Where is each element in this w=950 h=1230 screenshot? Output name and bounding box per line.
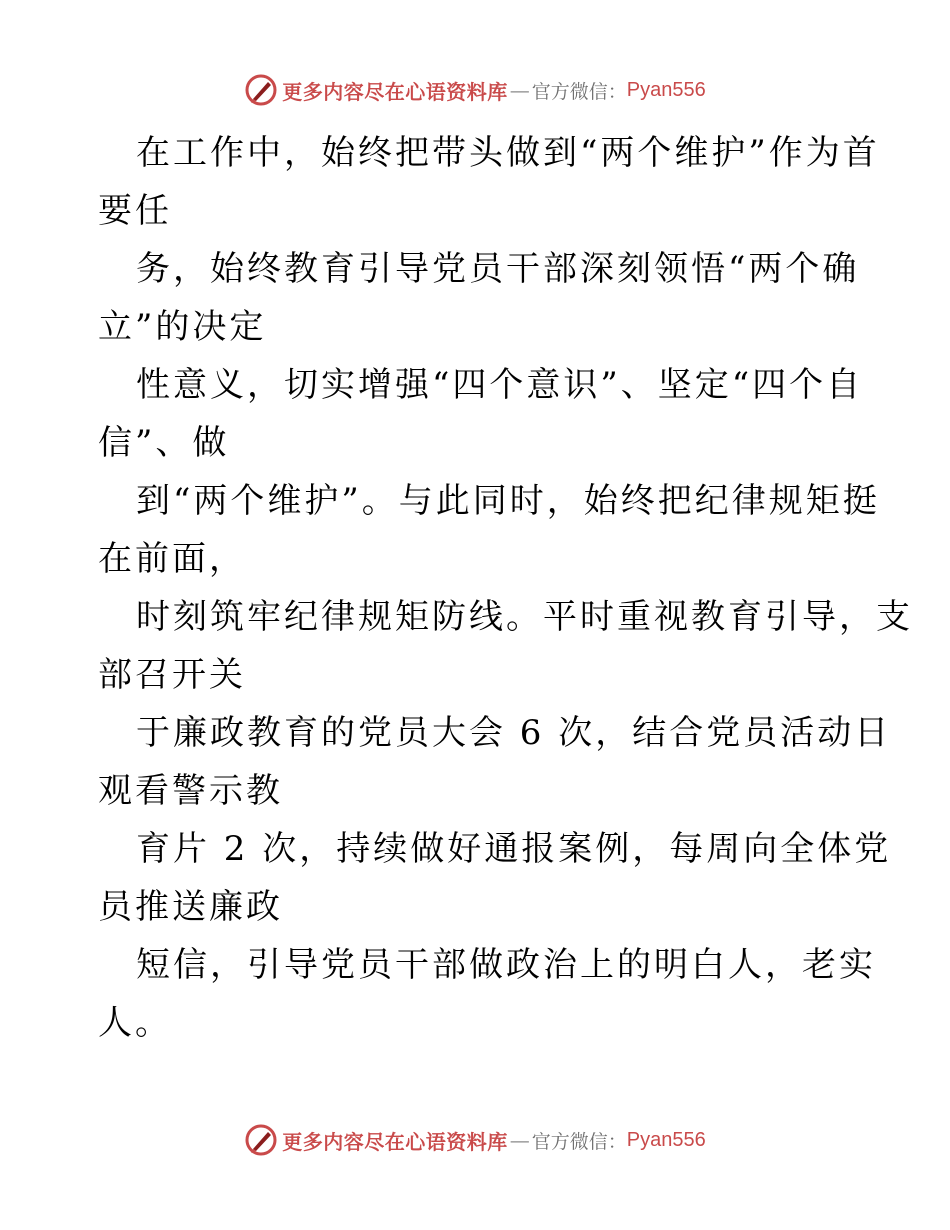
footer-label: 官方微信： (531, 1130, 627, 1153)
header-banner (0, 70, 950, 110)
paragraph-line: 人。 (98, 1003, 172, 1043)
paragraph-line: 性意义，切实增强“四个意识”、坚定“四个自 (136, 365, 864, 405)
paragraph-line: 观看警示教 (98, 771, 283, 811)
pen-circle-logo-icon (244, 73, 278, 107)
footer-brand-text: 更多内容尽在心语资料库 (282, 1129, 508, 1154)
paragraph-line: 员推送廉政 (98, 887, 283, 927)
paragraph-line: 短信，引导党员干部做政治上的明白人，老实 (136, 945, 876, 985)
paragraph-line: 务，始终教育引导党员干部深刻领悟“两个确 (136, 249, 860, 289)
paragraph-line: 信”、做 (98, 423, 230, 463)
header-handle: Pyan556 (626, 78, 706, 101)
paragraph-line: 在工作中，始终把带头做到“两个维护”作为首 (136, 133, 880, 173)
footer-separator: — (509, 1128, 530, 1152)
paragraph-line: 部召开关 (98, 655, 246, 695)
paragraph-line: 在前面， (98, 539, 246, 579)
paragraph-line: 时刻筑牢纪律规矩防线。平时重视教育引导，支 (136, 597, 913, 637)
footer-banner (0, 1120, 950, 1160)
paragraph-line: 育片 2 次，持续做好通报案例，每周向全体党 (136, 829, 892, 869)
document-body (98, 124, 913, 1052)
header-separator: — (509, 78, 530, 102)
paragraph-line: 立”的决定 (98, 307, 267, 347)
footer-handle: Pyan556 (626, 1128, 706, 1151)
paragraph-line: 要任 (98, 191, 172, 231)
paragraph-line: 于廉政教育的党员大会 6 次，结合党员活动日 (136, 713, 892, 753)
pen-circle-logo-icon (244, 1123, 278, 1157)
header-brand-text: 更多内容尽在心语资料库 (282, 79, 508, 104)
header-label: 官方微信： (531, 80, 627, 103)
paragraph-line: 到“两个维护”。与此同时，始终把纪律规矩挺 (136, 481, 880, 521)
